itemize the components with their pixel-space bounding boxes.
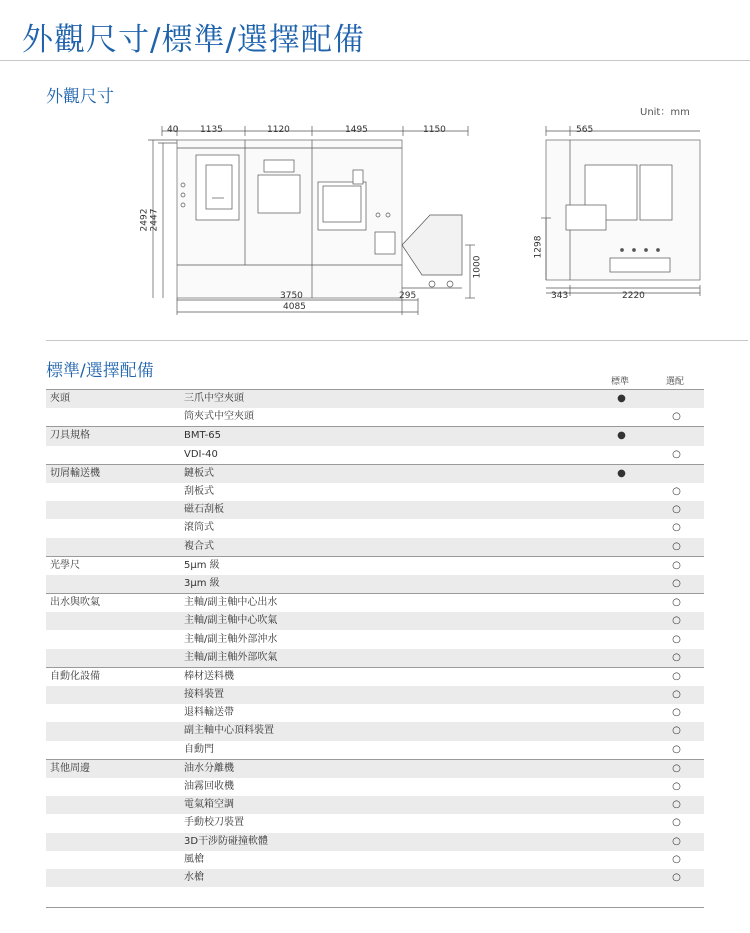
dim-2447: 2447 [149,208,160,232]
item-name: 電氣箱空調 [178,796,594,814]
item-name: 複合式 [178,538,594,557]
dim-1000: 1000 [472,255,483,279]
category-cell [46,612,178,630]
item-name: 磁石刮板 [178,501,594,519]
table-row [46,814,704,832]
dimensions-section-title: 外觀尺寸 [46,87,114,107]
optional-mark: ○ [649,594,704,613]
item-name: 手動校刀裝置 [178,814,594,832]
standard-mark: ● [594,464,649,483]
item-name: 退料輸送帶 [178,704,594,722]
optional-mark: ○ [649,501,704,519]
standard-mark [594,796,649,814]
item-name: 主軸/副主軸外部沖水 [178,630,594,648]
item-name: 油霧回收機 [178,778,594,796]
optional-mark: ○ [649,408,704,427]
optional-mark: ○ [649,667,704,686]
optional-mark [649,427,704,446]
optional-mark [649,390,704,409]
table-row [46,427,704,446]
standard-mark [594,649,649,668]
item-name: 筒夾式中空夾頭 [178,408,594,427]
page-title: 外觀尺寸/標準/選擇配備 [22,22,365,58]
category-cell: 夾頭 [46,390,178,409]
standard-mark: ● [594,427,649,446]
dim-1495: 1495 [345,125,368,135]
equipment-table [46,389,704,887]
optional-mark: ○ [649,796,704,814]
item-name: 鏈板式 [178,464,594,483]
dim-3750: 3750 [280,291,303,301]
table-row [46,408,704,427]
item-name: 3D干涉防碰撞軟體 [178,833,594,851]
item-name: 自動門 [178,741,594,760]
table-bottom-rule [46,907,704,908]
dim-295: 295 [399,291,417,301]
title-divider [0,60,750,61]
optional-mark: ○ [649,649,704,668]
table-row [46,612,704,630]
category-cell: 光學尺 [46,556,178,575]
category-cell [46,538,178,557]
table-row [46,501,704,519]
item-name: 5μm 級 [178,556,594,575]
standard-mark [594,778,649,796]
category-cell: 出水與吹氣 [46,594,178,613]
standard-mark [594,538,649,557]
category-cell [46,796,178,814]
dim-2492: 2492 [139,208,150,232]
optional-mark: ○ [649,483,704,501]
side-view [541,126,700,296]
table-row [46,538,704,557]
table-row [46,778,704,796]
standard-mark: ● [594,390,649,409]
item-name: 3μm 級 [178,575,594,594]
optional-mark: ○ [649,612,704,630]
standard-mark [594,686,649,704]
item-name: 刮板式 [178,483,594,501]
category-cell [46,833,178,851]
table-row [46,483,704,501]
item-name: 滾筒式 [178,519,594,537]
optional-mark: ○ [649,630,704,648]
optional-mark: ○ [649,704,704,722]
item-name: 接料裝置 [178,686,594,704]
item-name: BMT-65 [178,427,594,446]
table-row [46,519,704,537]
section-divider [46,340,748,341]
standard-mark [594,741,649,760]
equipment-section-title: 標準/選擇配備 [46,361,154,381]
optional-mark: ○ [649,538,704,557]
category-cell [46,501,178,519]
optional-mark: ○ [649,851,704,869]
standard-mark [594,869,649,887]
dim-1298: 1298 [533,235,544,259]
standard-mark [594,612,649,630]
standard-mark [594,594,649,613]
category-cell [46,814,178,832]
table-row [46,575,704,594]
standard-mark [594,408,649,427]
table-row [46,851,704,869]
table-row [46,796,704,814]
standard-mark [594,556,649,575]
table-row [46,869,704,887]
item-name: 三爪中空夾頭 [178,390,594,409]
category-cell [46,704,178,722]
category-cell [46,446,178,465]
dim-40: 40 [167,125,179,135]
table-row [46,594,704,613]
category-cell [46,722,178,740]
dim-1150: 1150 [423,125,446,135]
category-cell: 其他周邊 [46,759,178,778]
optional-mark: ○ [649,778,704,796]
item-name: 棒材送料機 [178,667,594,686]
table-row [46,667,704,686]
category-cell: 刀具規格 [46,427,178,446]
standard-mark [594,759,649,778]
standard-mark [594,501,649,519]
optional-mark: ○ [649,519,704,537]
table-row [46,741,704,760]
category-cell [46,649,178,668]
standard-mark [594,575,649,594]
dim-4085: 4085 [283,302,306,312]
table-row [46,464,704,483]
item-name: 主軸/副主軸外部吹氣 [178,649,594,668]
category-cell [46,519,178,537]
optional-mark: ○ [649,741,704,760]
dim-343: 343 [551,291,569,301]
dim-2220: 2220 [622,291,645,301]
unit-label: Unit：mm [640,107,690,118]
optional-mark [649,464,704,483]
category-cell [46,483,178,501]
col-optional-header: 選配 [666,377,685,387]
table-row [46,833,704,851]
category-cell [46,408,178,427]
optional-mark: ○ [649,833,704,851]
standard-mark [594,833,649,851]
dim-565: 565 [576,125,594,135]
optional-mark: ○ [649,759,704,778]
item-name: 水槍 [178,869,594,887]
category-cell [46,741,178,760]
item-name: 主軸/副主軸中心出水 [178,594,594,613]
optional-mark: ○ [649,722,704,740]
dim-1135: 1135 [200,125,223,135]
item-name: VDI-40 [178,446,594,465]
table-row [46,630,704,648]
dim-1120: 1120 [267,125,290,135]
optional-mark: ○ [649,556,704,575]
standard-mark [594,630,649,648]
table-row [46,390,704,409]
front-view [148,126,475,315]
standard-mark [594,446,649,465]
optional-mark: ○ [649,575,704,594]
optional-mark: ○ [649,869,704,887]
standard-mark [594,814,649,832]
category-cell [46,851,178,869]
table-row [46,556,704,575]
standard-mark [594,722,649,740]
category-cell: 自動化設備 [46,667,178,686]
item-name: 油水分離機 [178,759,594,778]
standard-mark [594,519,649,537]
category-cell: 切屑輸送機 [46,464,178,483]
optional-mark: ○ [649,686,704,704]
standard-mark [594,667,649,686]
category-cell [46,686,178,704]
standard-mark [594,851,649,869]
item-name: 副主軸中心頂料裝置 [178,722,594,740]
category-cell [46,630,178,648]
table-row [46,722,704,740]
item-name: 主軸/副主軸中心吹氣 [178,612,594,630]
item-name: 風槍 [178,851,594,869]
table-row [46,759,704,778]
table-row [46,686,704,704]
standard-mark [594,483,649,501]
table-row [46,649,704,668]
col-standard-header: 標準 [611,377,630,387]
category-cell [46,869,178,887]
table-row [46,446,704,465]
optional-mark: ○ [649,446,704,465]
optional-mark: ○ [649,814,704,832]
table-row [46,704,704,722]
category-cell [46,575,178,594]
category-cell [46,778,178,796]
standard-mark [594,704,649,722]
